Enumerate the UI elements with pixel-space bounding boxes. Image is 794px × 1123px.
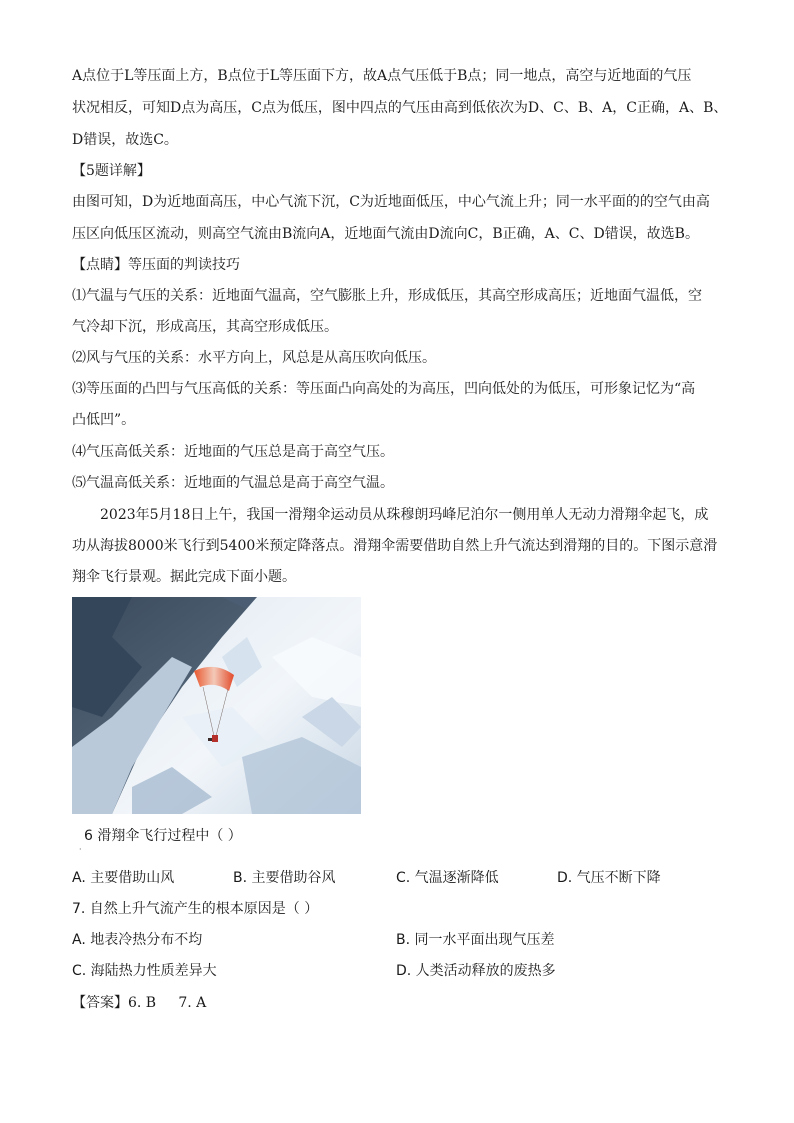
- explain5-line-1: 由图可知，D为近地面高压，中心气流下沉，C为近地面低压，中心气流上升；同一水平面的的空气由高: [72, 194, 710, 210]
- q6-option-c: C. 气温逐渐降低: [396, 870, 499, 886]
- paraglider-over-snow-mountain-image: [72, 597, 361, 814]
- explain5-line-2: 压区向低压区流动，则高空气流由B流向A，近地面气流由D流向C，B正确，A、C、D错误，故选B。: [72, 226, 699, 242]
- intro-line-3: 翔伞飞行景观。据此完成下面小题。: [72, 569, 296, 585]
- paraglider-photo: [72, 597, 361, 814]
- q7-option-b: B. 同一水平面出现气压差: [396, 932, 555, 948]
- q6-option-d: D. 气压不断下降: [557, 870, 661, 886]
- explain4-line-2: 状况相反，可知D点为高压，C点为低压，图中四点的气压由高到低依次为D、C、B、A，C正确，A、B、: [72, 100, 728, 116]
- q6-option-b: B. 主要借助谷风: [233, 870, 336, 886]
- tip-line-7: ⑸气温高低关系：近地面的气温总是高于高空气温。: [72, 475, 394, 491]
- q7-option-a: A. 地表冷热分布不均: [72, 932, 203, 948]
- intro-line-1: 2023年5月18日上午，我国一滑翔伞运动员从珠穆朗玛峰尼泊尔一侧用单人无动力滑翔伞起飞，成: [100, 507, 709, 523]
- answer-text: 6. B 7. A: [128, 995, 207, 1011]
- tip-line-5: 凸低凹”。: [72, 412, 136, 428]
- tip-line-6: ⑷气压高低关系：近地面的气压总是高于高空气压。: [72, 444, 394, 460]
- q7-option-d: D. 人类活动释放的废热多: [396, 963, 556, 979]
- answer-label: 【答案】: [72, 995, 128, 1011]
- intro-line-2: 功从海拔8000米飞行到5400米预定降落点。滑翔伞需要借助自然上升气流达到滑翔的目的。下图示意滑: [72, 538, 718, 554]
- stray-mark: ·: [79, 845, 82, 854]
- tips-heading: 【点睛】等压面的判读技巧: [72, 257, 240, 273]
- heading-question-5: 【5题详解】: [72, 163, 151, 179]
- answer-line: [72, 993, 722, 1013]
- explain4-line-3: D错误，故选C。: [72, 132, 178, 148]
- question-7-stem: 7. 自然上升气流产生的根本原因是（ ）: [72, 901, 319, 917]
- tip-line-2: 气冷却下沉，形成高压，其高空形成低压。: [72, 319, 338, 335]
- question-6-stem: 6 滑翔伞飞行过程中（ ）: [84, 828, 242, 844]
- q7-option-c: C. 海陆热力性质差异大: [72, 963, 217, 979]
- tip-line-3: ⑵风与气压的关系：水平方向上，风总是从高压吹向低压。: [72, 350, 436, 366]
- tip-line-1: ⑴气温与气压的关系：近地面气温高，空气膨胀上升，形成低压，其高空形成高压；近地面气温低，空: [72, 288, 702, 304]
- explain4-line-1: A点位于L等压面上方，B点位于L等压面下方，故A点气压低于B点；同一地点，高空与近地面的气压: [72, 68, 692, 84]
- q6-option-a: A. 主要借助山风: [72, 870, 175, 886]
- tip-line-4: ⑶等压面的凸凹与气压高低的关系：等压面凸向高处的为高压，凹向低处的为低压，可形象记忆为“高: [72, 381, 696, 397]
